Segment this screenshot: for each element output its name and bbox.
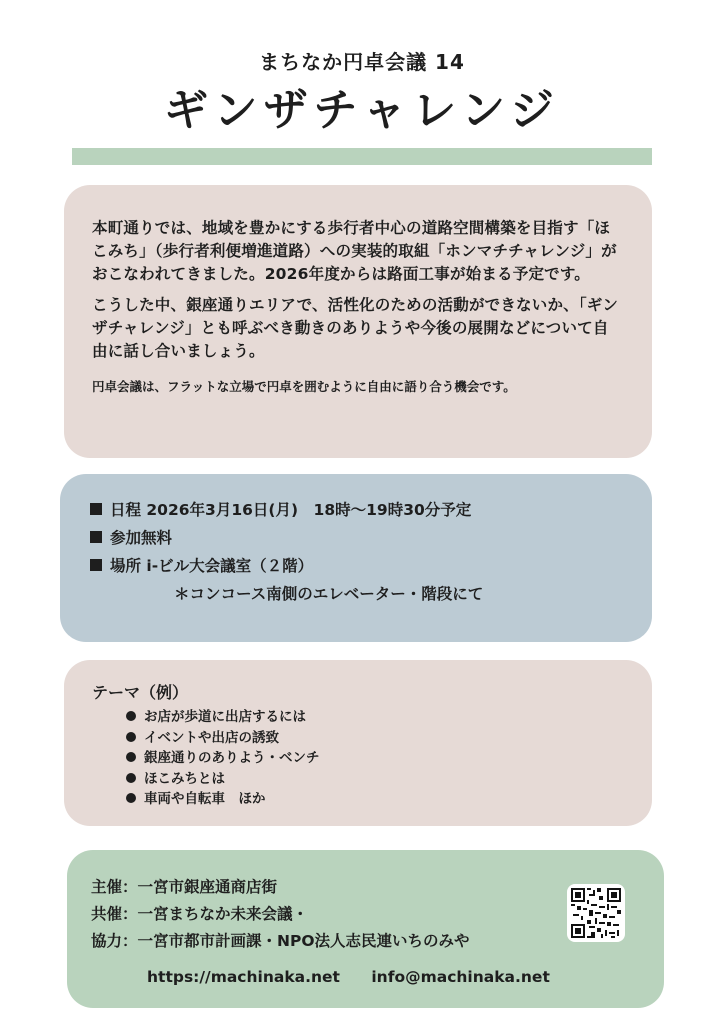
place-note: ＊コンコース南側のエレベーター・階段にて xyxy=(174,585,484,603)
cohost-line: 共催：一宮まちなか未来会議・ xyxy=(91,905,309,923)
theme-heading: テーマ（例） xyxy=(92,683,189,702)
contact-links xyxy=(147,968,550,986)
theme-list xyxy=(92,707,624,810)
intro-box xyxy=(64,185,652,458)
square-bullet-icon xyxy=(90,503,102,515)
schedule-line xyxy=(90,496,622,524)
organizer-box xyxy=(67,850,664,1008)
fee-line xyxy=(90,524,622,552)
bullet-icon xyxy=(126,773,136,783)
intro-paragraph-2: こうした中、銀座通りエリアで、活性化のための活動ができないか、「ギンザチャレンジ」とも呼ぶべき動きのありようや今後の展開などについて自由に話し合いましょう。 xyxy=(92,296,619,360)
bullet-icon xyxy=(126,711,136,721)
theme-box xyxy=(64,660,652,826)
cooperation-line: 協力：一宮市都市計画課・NPO法人志民連いちのみや xyxy=(91,932,470,950)
email-link[interactable]: info@machinaka.net xyxy=(371,968,550,986)
list-item: 銀座通りのありよう・ベンチ xyxy=(126,748,624,769)
bullet-icon xyxy=(126,732,136,742)
intro-note: 円卓会議は、フラットな立場で円卓を囲むように自由に語り合う機会です。 xyxy=(92,379,516,394)
intro-paragraph-1: 本町通りでは、地域を豊かにする歩行者中心の道路空間構築を目指す「ほこみち」（歩行者利便増進道路）への実装的取組「ホンマチチャレンジ」がおこなわれてきました。2026年度からは路面工事が始まる予定です。 xyxy=(92,219,617,283)
fee-text: 参加無料 xyxy=(110,529,173,547)
list-item: お店が歩道に出店するには xyxy=(126,707,624,728)
bullet-icon xyxy=(126,793,136,803)
place-line xyxy=(90,552,622,580)
square-bullet-icon xyxy=(90,531,102,543)
bullet-icon xyxy=(126,752,136,762)
info-box xyxy=(60,474,652,642)
list-item: 車両や自転車 ほか xyxy=(126,789,624,810)
website-link[interactable]: https://machinaka.net xyxy=(147,968,340,986)
list-item: イベントや出店の誘致 xyxy=(126,728,624,749)
place-text: 場所 i-ビル大会議室（２階） xyxy=(110,557,314,575)
schedule-text: 日程 2026年3月16日(月) 18時〜19時30分予定 xyxy=(110,501,472,519)
square-bullet-icon xyxy=(90,559,102,571)
event-title: ギンザチャレンジ xyxy=(163,85,561,136)
event-subtitle: まちなか円卓会議 14 xyxy=(259,50,465,74)
list-item: ほこみちとは xyxy=(126,769,624,790)
green-divider xyxy=(72,148,652,165)
qr-code-icon[interactable] xyxy=(567,884,625,942)
host-line: 主催：一宮市銀座通商店街 xyxy=(91,878,278,896)
